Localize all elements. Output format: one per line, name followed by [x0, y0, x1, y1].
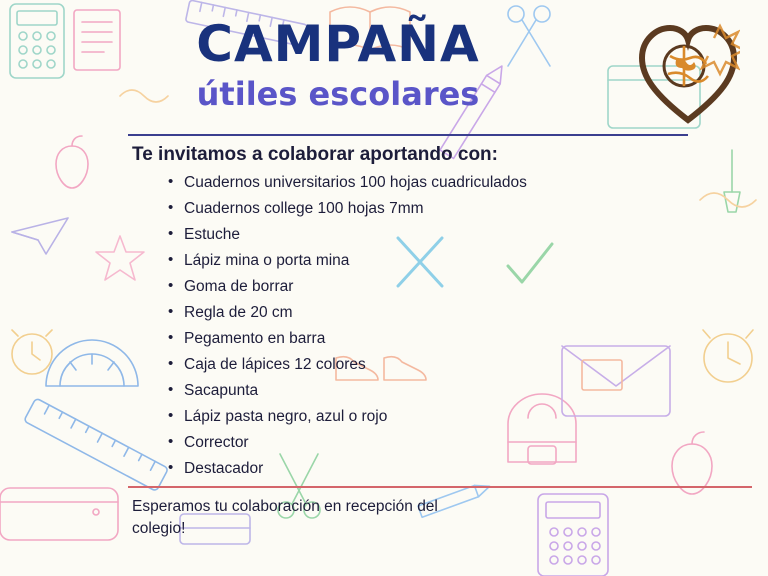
list-item: • Estuche — [184, 224, 614, 246]
list-item: • Caja de lápices 12 colores — [184, 354, 614, 376]
title-block — [128, 15, 548, 113]
list-item: • Lápiz pasta negro, azul o rojo — [184, 406, 614, 428]
list-item: • Cuadernos college 100 hojas 7mm — [184, 198, 614, 220]
list-item: • Pegamento en barra — [184, 328, 614, 350]
list-item: • Cuadernos universitarios 100 hojas cuadriculados — [184, 172, 614, 194]
page-subtitle: útiles escolares — [196, 74, 480, 113]
list-item: • Corrector — [184, 432, 614, 454]
list-item: • Sacapunta — [184, 380, 614, 402]
footer-note: Esperamos tu colaboración en recepción del colegio! — [132, 498, 438, 537]
list-item: • Destacador — [184, 458, 614, 480]
page-title: CAMPAÑA — [196, 15, 480, 73]
divider-top — [128, 134, 688, 136]
list-item: • Lápiz mina o porta mina — [184, 250, 614, 272]
list-item: • Regla de 20 cm — [184, 302, 614, 324]
intro-text: Te invitamos a colaborar aportando con: — [132, 144, 498, 165]
supplies-list — [162, 172, 614, 484]
list-item: • Goma de borrar — [184, 276, 614, 298]
divider-bottom — [128, 486, 752, 488]
heart-globe-school-logo — [636, 16, 740, 128]
